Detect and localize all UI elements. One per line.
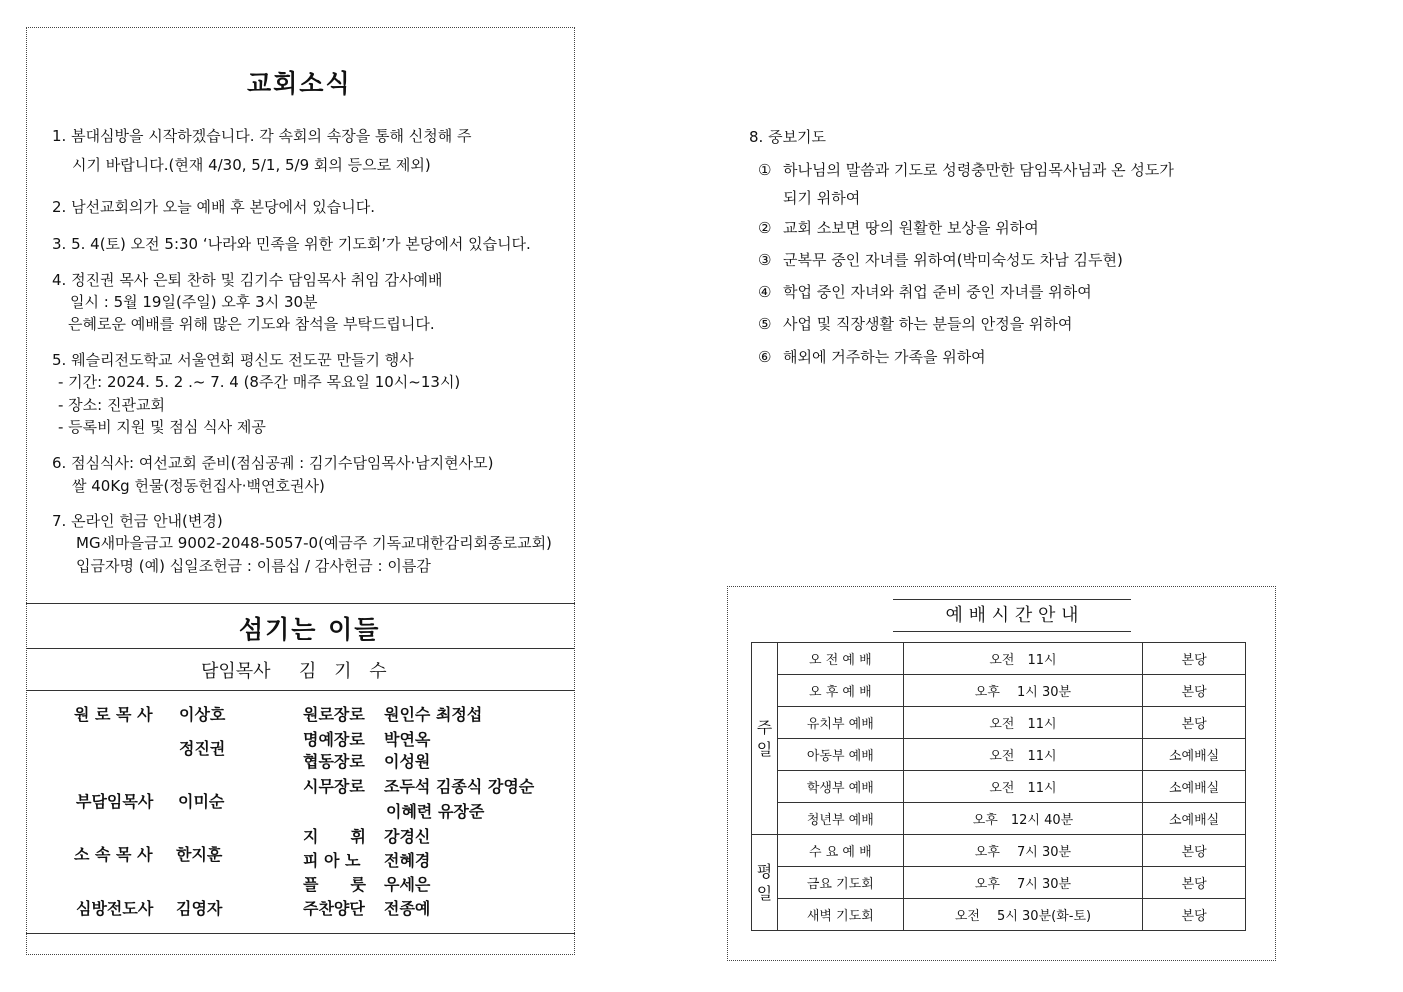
schedule-table <box>751 642 1246 931</box>
divider-bottom <box>26 933 575 934</box>
service-place: 본당 <box>1143 643 1246 675</box>
divider-servants-bottom <box>26 648 575 649</box>
service-time: 오후 7시 30분 <box>903 835 1142 867</box>
elder-role: 원로장로 <box>303 705 365 724</box>
weekday-label <box>752 835 778 931</box>
schedule-title-bottom <box>893 631 1131 632</box>
news-item-7-line-2: MG새마을금고 9002-2048-5057-0(예금주 기독교대한감리회종로교회) <box>76 534 552 552</box>
service-time: 오전 11시 <box>903 739 1142 771</box>
prayer-number: ① <box>758 161 772 179</box>
table-row <box>752 739 1246 771</box>
table-row <box>752 707 1246 739</box>
elder-names: 이혜련 유장준 <box>386 802 485 821</box>
staff-name: 이상호 <box>179 705 226 724</box>
elder-role: 협동장로 <box>303 752 365 771</box>
sunday-label <box>752 643 778 835</box>
service-time: 오후 12시 40분 <box>903 803 1142 835</box>
elder-names: 전혜경 <box>384 851 431 870</box>
prayer-text: 해외에 거주하는 가족을 위하여 <box>783 348 986 366</box>
table-row <box>752 803 1246 835</box>
news-item-5-line-1: 5. 웨슬리전도학교 서울연회 평신도 전도꾼 만들기 행사 <box>52 351 414 369</box>
elder-names: 전종예 <box>384 899 431 918</box>
news-item-2: 2. 남선교회의가 오늘 예배 후 본당에서 있습니다. <box>52 198 375 216</box>
prayer-number: ⑤ <box>758 315 772 333</box>
table-row <box>752 835 1246 867</box>
service-place: 본당 <box>1143 867 1246 899</box>
service-name: 금요 기도회 <box>777 867 903 899</box>
prayer-number: ⑥ <box>758 348 772 366</box>
divider-staff-top <box>26 690 575 691</box>
news-item-4-line-2: 일시 : 5월 19일(주일) 오후 3시 30분 <box>70 293 318 311</box>
service-time: 오전 11시 <box>903 771 1142 803</box>
elder-names: 박연옥 <box>384 730 431 749</box>
prayer-text: 하나님의 말씀과 기도로 성령충만한 담임목사님과 온 성도가 <box>783 161 1174 179</box>
news-item-7-line-1: 7. 온라인 헌금 안내(변경) <box>52 512 223 530</box>
prayer-title: 8. 중보기도 <box>749 128 827 146</box>
news-item-7-line-3: 입금자명 (예) 십일조헌금 : 이름십 / 감사헌금 : 이름감 <box>76 557 431 575</box>
elder-names: 조두석 김종식 강영순 <box>384 777 535 796</box>
service-place: 본당 <box>1143 675 1246 707</box>
service-name: 오 전 예 배 <box>777 643 903 675</box>
service-place: 본당 <box>1143 899 1246 931</box>
elder-role: 피 아 노 <box>303 851 361 870</box>
staff-role: 부담임목사 <box>76 792 154 811</box>
elder-names: 이성원 <box>384 752 431 771</box>
staff-name: 정진권 <box>179 739 226 758</box>
service-name: 새벽 기도회 <box>777 899 903 931</box>
service-time: 오전 11시 <box>903 643 1142 675</box>
service-name: 수 요 예 배 <box>777 835 903 867</box>
news-title: 교회소식 <box>247 69 352 98</box>
service-time: 오후 1시 30분 <box>903 675 1142 707</box>
service-place: 본당 <box>1143 835 1246 867</box>
service-name: 청년부 예배 <box>777 803 903 835</box>
table-row <box>752 675 1246 707</box>
elder-role: 지 휘 <box>303 827 366 846</box>
schedule-title: 예 배 시 간 안 내 <box>945 605 1079 626</box>
elder-role: 플 룻 <box>303 875 366 894</box>
elder-role: 명예장로 <box>303 730 365 749</box>
prayer-text: 군복무 중인 자녀를 위하여(박미숙성도 차남 김두현) <box>783 251 1123 269</box>
staff-name: 김영자 <box>176 899 223 918</box>
service-time: 오전 11시 <box>903 707 1142 739</box>
table-row <box>752 867 1246 899</box>
weekday-label-text: 평일 <box>756 861 773 903</box>
prayer-number: ④ <box>758 283 772 301</box>
staff-name: 한지훈 <box>176 845 223 864</box>
prayer-text: 교회 소보면 땅의 원활한 보상을 위하여 <box>783 219 1039 237</box>
sunday-label-text: 주일 <box>756 717 773 759</box>
elder-names: 우세은 <box>384 875 431 894</box>
pastor-name: 김 기 수 <box>299 661 393 682</box>
prayer-text: 사업 및 직장생활 하는 분들의 안정을 위하여 <box>783 315 1073 333</box>
service-name: 학생부 예배 <box>777 771 903 803</box>
staff-role: 소 속 목 사 <box>74 845 153 864</box>
elder-names: 원인수 최정섭 <box>384 705 483 724</box>
prayer-text: 학업 중인 자녀와 취업 준비 중인 자녀를 위하여 <box>783 283 1092 301</box>
news-item-5-line-3: - 장소: 진관교회 <box>58 396 165 414</box>
news-item-1-line-2: 시기 바랍니다.(현재 4/30, 5/1, 5/9 회의 등으로 제외) <box>72 156 431 174</box>
prayer-number: ② <box>758 219 772 237</box>
staff-role: 원 로 목 사 <box>74 705 153 724</box>
news-item-6-line-1: 6. 점심식사: 여선교회 준비(점심공궤 : 김기수담임목사·남지현사모) <box>52 454 494 472</box>
prayer-number: ③ <box>758 251 772 269</box>
news-item-5-line-4: - 등록비 지원 및 점심 식사 제공 <box>58 418 266 436</box>
service-time: 오전 5시 30분(화-토) <box>903 899 1142 931</box>
elder-role: 시무장로 <box>303 777 365 796</box>
service-place: 소예배실 <box>1143 739 1246 771</box>
table-row <box>752 899 1246 931</box>
service-place: 소예배실 <box>1143 803 1246 835</box>
staff-name: 이미순 <box>178 792 225 811</box>
service-place: 본당 <box>1143 707 1246 739</box>
staff-role: 심방전도사 <box>76 899 154 918</box>
elder-names: 강경신 <box>384 827 431 846</box>
service-name: 아동부 예배 <box>777 739 903 771</box>
pastor-role: 담임목사 <box>201 661 271 682</box>
prayer-text: 되기 위하여 <box>783 189 861 207</box>
news-item-5-line-2: - 기간: 2024. 5. 2 .~ 7. 4 (8주간 매주 목요일 10시~13시) <box>58 373 461 391</box>
elder-role: 주찬양단 <box>303 899 365 918</box>
table-row <box>752 771 1246 803</box>
divider-servants-top <box>26 603 575 604</box>
schedule-title-top <box>893 599 1131 600</box>
news-item-4-line-3: 은혜로운 예배를 위해 많은 기도와 참석을 부탁드립니다. <box>68 315 435 333</box>
news-item-6-line-2: 쌀 40Kg 헌물(정동헌집사·백연호권사) <box>72 477 325 495</box>
news-item-3: 3. 5. 4(토) 오전 5:30 ‘나라와 민족을 위한 기도회’가 본당에서 있습니다. <box>52 235 531 253</box>
table-row <box>752 643 1246 675</box>
service-place: 소예배실 <box>1143 771 1246 803</box>
servants-title: 섬기는 이들 <box>239 615 381 644</box>
service-name: 오 후 예 배 <box>777 675 903 707</box>
news-item-4-line-1: 4. 정진권 목사 은퇴 찬하 및 김기수 담임목사 취임 감사예배 <box>52 271 443 289</box>
news-item-1-line-1: 1. 봄대심방을 시작하겠습니다. 각 속회의 속장을 통해 신청해 주 <box>52 127 472 145</box>
service-time: 오후 7시 30분 <box>903 867 1142 899</box>
service-name: 유치부 예배 <box>777 707 903 739</box>
